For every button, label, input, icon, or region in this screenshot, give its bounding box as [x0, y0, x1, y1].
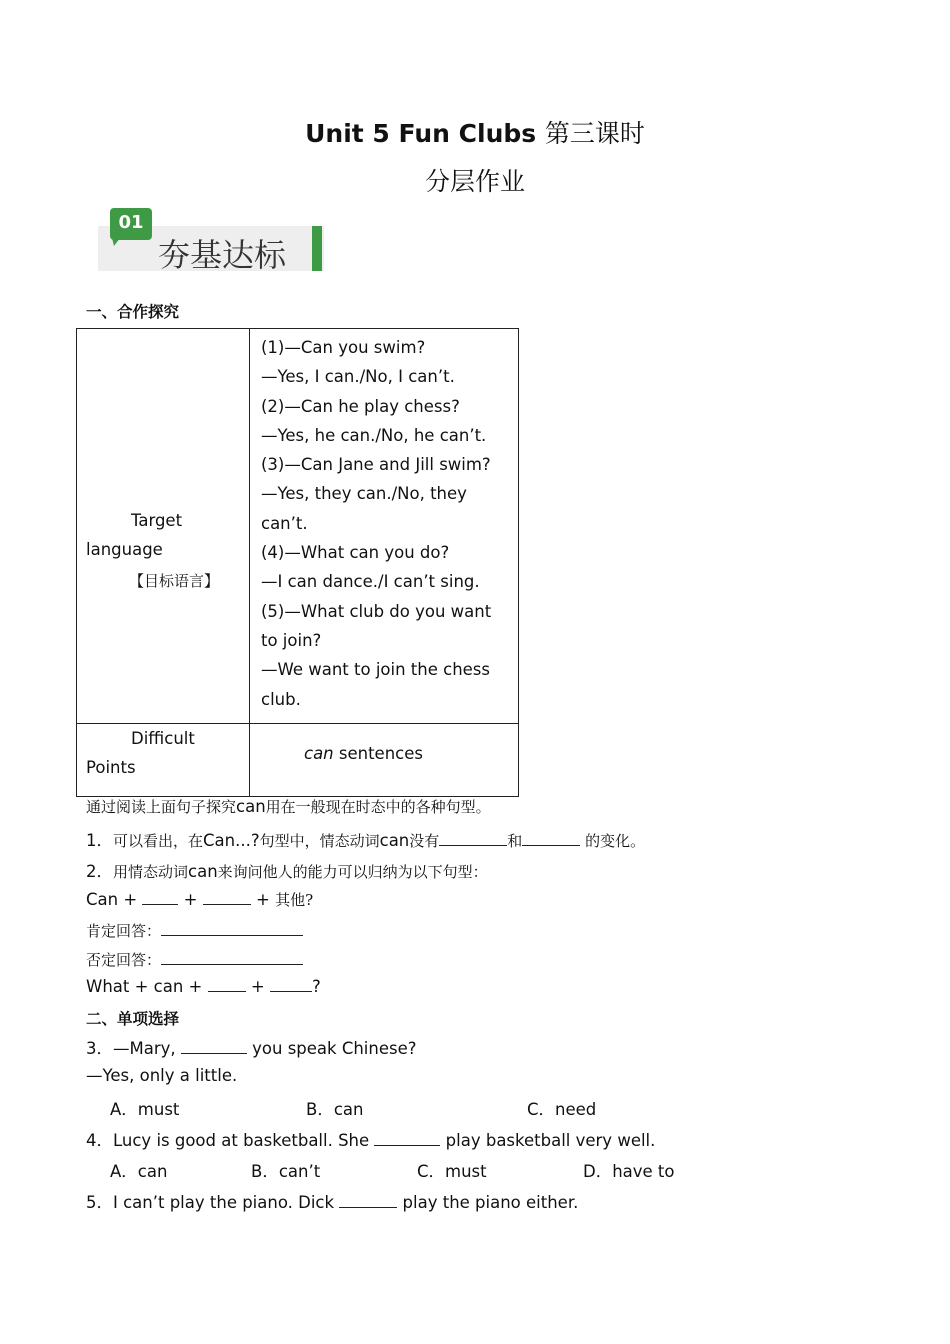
answer-blank[interactable]	[522, 831, 580, 846]
question-5	[86, 1189, 578, 1213]
target-language-table	[76, 328, 519, 797]
answer-blank[interactable]	[208, 977, 246, 992]
q4-option-d[interactable]: D．have to	[583, 1162, 675, 1181]
table-label-cell	[77, 329, 250, 724]
badge-label: 夯基达标	[158, 236, 287, 274]
points-label: Points	[86, 758, 136, 777]
pattern2-start: What + can +	[86, 977, 208, 996]
section-heading-2: 二、单项选择	[86, 1009, 180, 1028]
answer-blank[interactable]	[270, 977, 312, 992]
q1-text: 可以看出，在	[113, 832, 204, 850]
q4-option-a[interactable]: A．can	[110, 1162, 168, 1181]
table-content-cell	[250, 724, 519, 797]
q2-number: 2．	[86, 862, 113, 881]
q2-can: can	[188, 862, 218, 881]
sentence-line: (5)—What club do you want	[261, 601, 492, 621]
answer-blank[interactable]	[161, 950, 303, 965]
q1-text-4: 的变化。	[580, 832, 646, 850]
q1-can-2: can	[379, 831, 410, 850]
yes-answer-line	[86, 920, 303, 941]
no-answer-line	[86, 949, 303, 970]
sentence-line: —Yes, they can./No, they	[261, 484, 467, 504]
q5-text-2: play the piano either.	[397, 1193, 579, 1212]
can-italic: can	[304, 744, 334, 763]
sentence-line: can’t.	[261, 513, 308, 533]
intro-text-end: 用在一般现在时态中的各种句型。	[265, 798, 491, 816]
sentence-line: —We want to join the chess	[261, 660, 490, 680]
badge-number: 01	[118, 212, 144, 233]
q3-text-2: you speak Chinese?	[246, 1039, 417, 1058]
explore-intro	[86, 796, 491, 817]
title-english: Unit 5 Fun Clubs	[305, 119, 545, 148]
sentence-line: (1)—Can you swim?	[261, 338, 426, 357]
answer-blank[interactable]	[142, 890, 178, 905]
pattern1-end: 其他?	[275, 891, 314, 909]
sentences-text: sentences	[333, 744, 423, 763]
q1-can: Can...?	[203, 831, 260, 850]
sentence-line: —Yes, I can./No, I can’t.	[261, 367, 455, 387]
title-chinese: 第三课时	[544, 119, 645, 148]
intro-text: 通过阅读上面句子探究	[86, 798, 237, 816]
sentence-line: —I can dance./I can’t sing.	[261, 572, 480, 592]
pattern1-start: Can +	[86, 890, 143, 909]
table-label-cell	[77, 724, 250, 797]
q4-text: 4．Lucy is good at basketball. She	[86, 1131, 375, 1150]
sentence-line: club.	[261, 689, 301, 709]
answer-blank[interactable]	[439, 831, 507, 846]
pattern1-plus-2: +	[250, 890, 276, 909]
q1-and: 和	[507, 832, 523, 850]
target-language-cn-label: 【目标语言】	[129, 572, 220, 590]
question-4	[86, 1127, 655, 1151]
question-2	[86, 858, 488, 882]
q3-option-a[interactable]: A．must	[110, 1100, 180, 1119]
q4-option-b[interactable]: B．can’t	[251, 1162, 321, 1181]
target-label: Target	[131, 511, 183, 530]
section-heading-1: 一、合作探究	[86, 302, 180, 321]
language-label: language	[86, 540, 163, 559]
q4-text-2: play basketball very well.	[440, 1131, 656, 1150]
difficult-points-text	[304, 744, 423, 763]
yes-answer-label: 肯定回答：	[86, 922, 162, 940]
q1-text-2: 句型中，情态动词	[259, 832, 380, 850]
question-1	[86, 827, 645, 851]
table-row	[77, 329, 519, 724]
sentence-line: —Yes, he can./No, he can’t.	[261, 425, 487, 445]
q2-text: 用情态动词	[113, 863, 189, 881]
intro-can: can	[236, 797, 266, 816]
pattern2-plus: +	[245, 977, 270, 996]
sentence-line: to join?	[261, 630, 322, 650]
sentence-line: (3)—Can Jane and Jill swim?	[261, 455, 491, 475]
pattern2-end: ?	[311, 977, 321, 996]
sentence-line: (4)—What can you do?	[261, 543, 450, 563]
pattern-can	[86, 889, 313, 910]
q3-option-b[interactable]: B．can	[306, 1100, 364, 1119]
question-3	[86, 1035, 417, 1059]
answer-blank[interactable]	[203, 890, 251, 905]
q2-text-2: 来询问他人的能力可以归纳为以下句型：	[217, 863, 488, 881]
page-subtitle: 分层作业	[424, 167, 525, 196]
pattern-what	[86, 977, 321, 996]
page-title	[0, 114, 950, 150]
q5-text: 5．I can’t play the piano. Dick	[86, 1193, 340, 1212]
sentence-line: (2)—Can he play chess?	[261, 396, 460, 416]
q3-text: 3．—Mary,	[86, 1039, 181, 1058]
question-3-reply: —Yes, only a little.	[86, 1066, 238, 1085]
q1-number: 1．	[86, 831, 113, 850]
no-answer-label: 否定回答：	[86, 951, 162, 969]
answer-blank[interactable]	[374, 1131, 440, 1146]
q1-text-3: 没有	[409, 832, 440, 850]
difficult-label: Difficult	[131, 729, 195, 748]
answer-blank[interactable]	[161, 921, 303, 936]
q4-option-c[interactable]: C．must	[417, 1162, 487, 1181]
answer-blank[interactable]	[181, 1039, 247, 1054]
table-row	[77, 724, 519, 797]
answer-blank[interactable]	[339, 1193, 397, 1208]
pattern1-plus: +	[178, 890, 203, 909]
table-content-cell	[250, 329, 519, 724]
section-badge	[98, 208, 324, 272]
q3-option-c[interactable]: C．need	[527, 1100, 597, 1119]
